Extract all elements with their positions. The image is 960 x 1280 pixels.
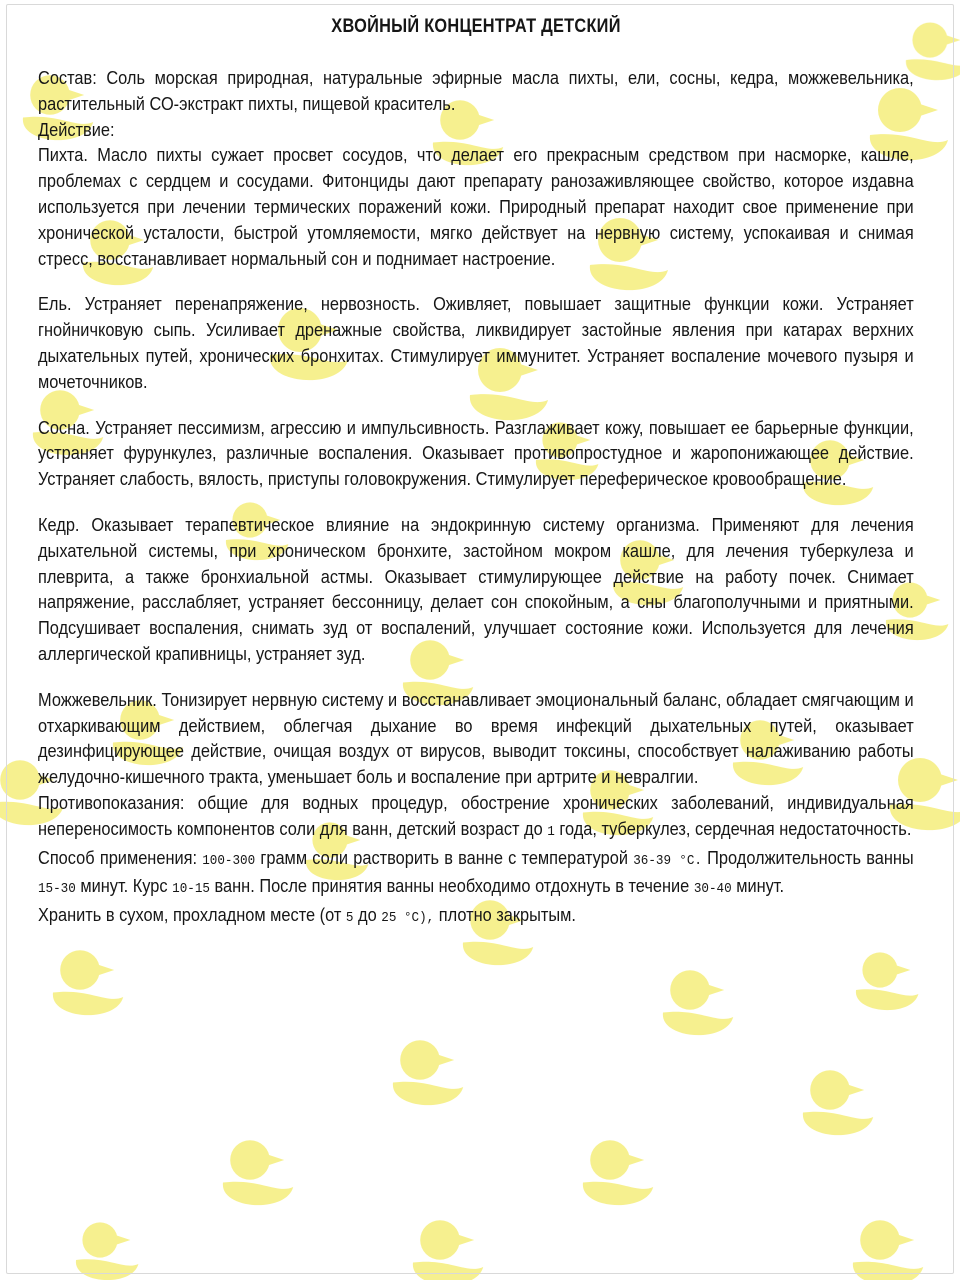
storage-to: 25 °С), — [381, 910, 435, 927]
usage-label: Способ применения: — [38, 847, 198, 868]
usage-course: 10-15 — [172, 881, 210, 898]
usage-temp: 36-39 °С. — [633, 852, 702, 869]
usage-minutes: минут. Курс — [80, 876, 168, 897]
usage-paragraph — [38, 846, 914, 904]
storage-tail: плотно закрытым. — [438, 905, 576, 926]
contraindications-tail: года, туберкулез, сердечная недостаточность. — [559, 818, 912, 839]
usage-duration-label: Продолжительность ванны — [707, 847, 914, 868]
document-body — [38, 16, 914, 932]
contraindications-paragraph — [38, 791, 914, 846]
pine-paragraph: Сосна. Устраняет пессимизм, агрессию и импульсивность. Разглаживает кожу, повышает ее барьерные функции, устраняет фурункулез, различные воспаления. Оказывает противопростудное и жаропонижающее действие. Устраняет слабость, вялость, приступы головокружения. Стимулирует переферическое кровообращение. — [38, 417, 914, 490]
usage-rest-tail: минут. — [736, 876, 785, 897]
contraindications-age: 1 — [547, 823, 555, 840]
usage-rest: 30-40 — [693, 881, 732, 898]
spruce-paragraph: Ель. Устраняет перенапряжение, нервозность. Оживляет, повышает защитные функции кожи. Устраняет гнойничковую сыпь. Усиливает дренажные свойства, ликвидирует застойные явления при катарах верхних дыхательных путей, хронических бронхитах. Стимулирует иммунитет. Устраняет воспаление мочевого пузыря и мочеточников. — [38, 294, 914, 392]
cedar-paragraph: Кедр. Оказывает терапевтическое влияние на эндокринную систему организма. Применяют для лечения дыхательной системы, при хроническом бронхите, застойном мокром кашле, для лечения туберкулеза и плеврита, а также бронхиальной астмы. Оказывает стимулирующее действие на работу почек. Снимает напряжение, расслабляет, устраняет бессонницу, делает сон спокойным, а сны благополучными и приятными. Подсушивает воспаления, снимать зуд от воспалений, улучшает состояние кожи. Используется для лечения аллергической крапивницы, устраняет зуд. — [38, 514, 914, 664]
usage-grams: 100-300 — [202, 852, 256, 869]
storage-text: Хранить в сухом, прохладном месте (от — [38, 905, 342, 926]
fir-paragraph: Пихта. Масло пихты сужает просвет сосудов, что делает его прекрасным средством при насморке, кашле, проблемах с сердцем и сосудами. Фитонциды дают препарату ранозаживляющее свойство, которое издавна используется при лечении термических поражений кожи. Природный препарат находит свое применение при хронической усталости, быстрой утомляемости, мягко действует на нервную систему, успокаивая и снимая стресс, восстанавливает нормальный сон и поднимает настроение. — [38, 145, 914, 269]
usage-after: ванн. После принятия ванны необходимо отдохнуть в течение — [214, 876, 690, 897]
usage-mid: грамм соли растворить в ванне с температурой — [260, 847, 629, 868]
composition-paragraph: Состав: Соль морская природная, натуральные эфирные масла пихты, ели, сосны, кедра, можжевельника, растительный СО-экстракт пихты, пищевой краситель. — [38, 68, 914, 114]
usage-duration: 15-30 — [38, 881, 76, 898]
contraindications-text: Противопоказания: общие для водных процедур, обострение хронических заболеваний, индивидуальная непереносимость компонентов соли для ванн, детский возраст до — [38, 792, 914, 839]
storage-paragraph — [38, 903, 914, 932]
juniper-paragraph: Можжевельник. Тонизирует нервную систему и восстанавливает эмоциональный баланс, обладает смягчающим и отхаркивающим действием, облегчая дыхание во время инфекций дыхательных путей, оказывает дезинфицирующее действие, очищая воздух от вирусов, выводит токсины, способствует налаживанию работы желудочно-кишечного тракта, уменьшает боль и воспаление при артрите и невралгии. — [38, 689, 914, 788]
action-heading: Действие: — [38, 119, 115, 140]
document-title: ХВОЙНЫЙ КОНЦЕНТРАТ ДЕТСКИЙ — [331, 16, 621, 37]
storage-to-word: до — [358, 905, 377, 926]
storage-from: 5 — [345, 910, 354, 927]
